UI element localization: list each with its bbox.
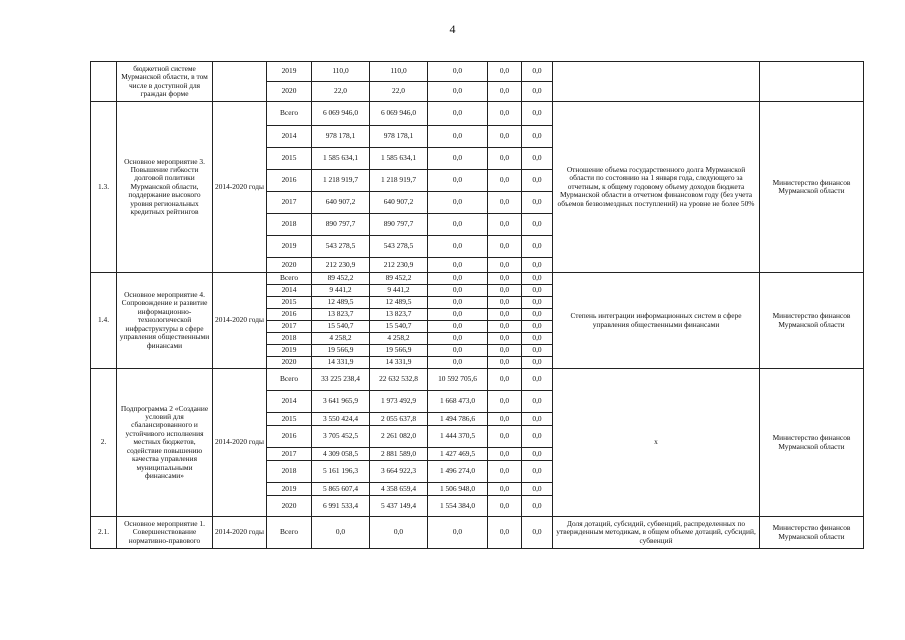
amount-cell: 9 441,2 bbox=[312, 285, 370, 297]
amount-cell: 0,0 bbox=[488, 345, 522, 357]
amount-cell: 2 881 589,0 bbox=[370, 448, 428, 461]
amount-cell: 15 540,7 bbox=[312, 321, 370, 333]
year-cell: 2016 bbox=[267, 170, 312, 192]
amount-cell: 0,0 bbox=[522, 369, 553, 391]
year-cell: 2020 bbox=[267, 82, 312, 102]
amount-cell: 6 991 533,4 bbox=[312, 496, 370, 517]
item-number-cell: 2. bbox=[91, 369, 117, 517]
amount-cell: 22 632 532,8 bbox=[370, 369, 428, 391]
amount-cell: 0,0 bbox=[522, 192, 553, 214]
amount-cell: 3 641 965,9 bbox=[312, 391, 370, 413]
year-cell: 2014 bbox=[267, 391, 312, 413]
amount-cell: 22,0 bbox=[370, 82, 428, 102]
year-cell: 2015 bbox=[267, 413, 312, 426]
amount-cell: 4 309 058,5 bbox=[312, 448, 370, 461]
amount-cell: 14 331,9 bbox=[312, 357, 370, 369]
year-cell: 2017 bbox=[267, 192, 312, 214]
amount-cell: 0,0 bbox=[488, 357, 522, 369]
year-cell: 2019 bbox=[267, 483, 312, 496]
amount-cell: 0,0 bbox=[488, 483, 522, 496]
year-cell: 2018 bbox=[267, 214, 312, 236]
amount-cell: 1 585 634,1 bbox=[312, 148, 370, 170]
amount-cell: 14 331,9 bbox=[370, 357, 428, 369]
table-row bbox=[91, 102, 864, 126]
indicator-cell: Доля дотаций, субсидий, субвенций, распределенных по утвержденным методикам, в общем объеме дотаций, субсидий, субвенций bbox=[553, 517, 760, 549]
responsible-cell bbox=[760, 62, 864, 102]
amount-cell: 0,0 bbox=[488, 496, 522, 517]
year-cell: 2018 bbox=[267, 461, 312, 483]
item-number-cell bbox=[91, 62, 117, 102]
amount-cell: 0,0 bbox=[428, 126, 488, 148]
amount-cell: 0,0 bbox=[428, 82, 488, 102]
amount-cell: 3 705 452,5 bbox=[312, 426, 370, 448]
amount-cell: 0,0 bbox=[428, 333, 488, 345]
item-number-cell: 1.3. bbox=[91, 102, 117, 273]
amount-cell: 0,0 bbox=[428, 297, 488, 309]
amount-cell: 0,0 bbox=[428, 309, 488, 321]
amount-cell: 0,0 bbox=[488, 309, 522, 321]
program-funding-table bbox=[90, 61, 864, 549]
amount-cell: 89 452,2 bbox=[370, 273, 428, 285]
amount-cell: 33 225 238,4 bbox=[312, 369, 370, 391]
amount-cell: 0,0 bbox=[488, 148, 522, 170]
item-description-cell: бюджетной системе Мурманской области, в том числе в доступной для граждан форме bbox=[117, 62, 213, 102]
responsible-cell: Министерство финансов Мурманской области bbox=[760, 273, 864, 369]
amount-cell: 640 907,2 bbox=[370, 192, 428, 214]
amount-cell: 0,0 bbox=[522, 483, 553, 496]
year-cell: 2019 bbox=[267, 345, 312, 357]
amount-cell: 0,0 bbox=[428, 214, 488, 236]
amount-cell: 0,0 bbox=[488, 391, 522, 413]
item-description-cell: Основное мероприятие 4. Сопровождение и развитие информационно-технологической инфраструктуры в сфере управления общественными финансами bbox=[117, 273, 213, 369]
indicator-cell: Отношение объема государственного долга Мурманской области по состоянию на 1 января года, следующего за отчетным, к общему годовому объему доходов бюджета Мурманской области в отчетном финансовом году (без учета объемов безвозмездных поступлений) на уровне не более 50% bbox=[553, 102, 760, 273]
item-description-cell: Подпрограмма 2 «Создание условий для сбалансированного и устойчивого исполнения местных бюджетов, содействие повышению качества управления муниципальными финансами» bbox=[117, 369, 213, 517]
amount-cell: 0,0 bbox=[488, 285, 522, 297]
amount-cell: 0,0 bbox=[428, 170, 488, 192]
amount-cell: 12 489,5 bbox=[312, 297, 370, 309]
amount-cell: 0,0 bbox=[522, 426, 553, 448]
table-row bbox=[91, 273, 864, 285]
year-cell: Всего bbox=[267, 369, 312, 391]
year-cell: 2020 bbox=[267, 496, 312, 517]
amount-cell: 22,0 bbox=[312, 82, 370, 102]
amount-cell: 0,0 bbox=[428, 192, 488, 214]
indicator-cell: Степень интеграции информационных систем в сфере управления общественными финансами bbox=[553, 273, 760, 369]
amount-cell: 0,0 bbox=[488, 413, 522, 426]
amount-cell: 0,0 bbox=[522, 448, 553, 461]
amount-cell: 890 797,7 bbox=[370, 214, 428, 236]
period-cell bbox=[213, 62, 267, 102]
year-cell: 2020 bbox=[267, 357, 312, 369]
amount-cell: 19 566,9 bbox=[370, 345, 428, 357]
amount-cell: 1 427 469,5 bbox=[428, 448, 488, 461]
year-cell: 2016 bbox=[267, 309, 312, 321]
amount-cell: 0,0 bbox=[370, 517, 428, 549]
year-cell: Всего bbox=[267, 273, 312, 285]
amount-cell: 0,0 bbox=[488, 448, 522, 461]
year-cell: 2018 bbox=[267, 333, 312, 345]
amount-cell: 0,0 bbox=[488, 82, 522, 102]
indicator-cell: х bbox=[553, 369, 760, 517]
table-row bbox=[91, 369, 864, 391]
responsible-cell: Министерство финансов Мурманской области bbox=[760, 102, 864, 273]
amount-cell: 1 585 634,1 bbox=[370, 148, 428, 170]
period-cell: 2014-2020 годы bbox=[213, 369, 267, 517]
amount-cell: 212 230,9 bbox=[312, 258, 370, 273]
year-cell: 2017 bbox=[267, 321, 312, 333]
amount-cell: 1 506 948,0 bbox=[428, 483, 488, 496]
amount-cell: 13 823,7 bbox=[370, 309, 428, 321]
amount-cell: 0,0 bbox=[522, 170, 553, 192]
amount-cell: 2 261 082,0 bbox=[370, 426, 428, 448]
amount-cell: 15 540,7 bbox=[370, 321, 428, 333]
amount-cell: 640 907,2 bbox=[312, 192, 370, 214]
amount-cell: 1 444 370,5 bbox=[428, 426, 488, 448]
amount-cell: 3 664 922,3 bbox=[370, 461, 428, 483]
amount-cell: 1 668 473,0 bbox=[428, 391, 488, 413]
amount-cell: 4 358 659,4 bbox=[370, 483, 428, 496]
amount-cell: 1 973 492,9 bbox=[370, 391, 428, 413]
amount-cell: 0,0 bbox=[428, 321, 488, 333]
amount-cell: 6 069 946,0 bbox=[312, 102, 370, 126]
amount-cell: 0,0 bbox=[488, 192, 522, 214]
year-cell: 2014 bbox=[267, 126, 312, 148]
amount-cell: 0,0 bbox=[522, 236, 553, 258]
amount-cell: 0,0 bbox=[522, 102, 553, 126]
amount-cell: 0,0 bbox=[488, 258, 522, 273]
amount-cell: 0,0 bbox=[522, 309, 553, 321]
period-cell: 2014-2020 годы bbox=[213, 517, 267, 549]
amount-cell: 0,0 bbox=[488, 369, 522, 391]
amount-cell: 0,0 bbox=[428, 273, 488, 285]
amount-cell: 13 823,7 bbox=[312, 309, 370, 321]
year-cell: Всего bbox=[267, 517, 312, 549]
amount-cell: 1 496 274,0 bbox=[428, 461, 488, 483]
amount-cell: 10 592 705,6 bbox=[428, 369, 488, 391]
amount-cell: 0,0 bbox=[428, 236, 488, 258]
year-cell: 2020 bbox=[267, 258, 312, 273]
amount-cell: 0,0 bbox=[488, 297, 522, 309]
amount-cell: 0,0 bbox=[522, 62, 553, 82]
responsible-cell: Министерство финансов Мурманской области bbox=[760, 517, 864, 549]
amount-cell: 110,0 bbox=[370, 62, 428, 82]
amount-cell: 0,0 bbox=[488, 517, 522, 549]
table-row bbox=[91, 62, 864, 82]
amount-cell: 0,0 bbox=[488, 62, 522, 82]
amount-cell: 4 258,2 bbox=[312, 333, 370, 345]
amount-cell: 0,0 bbox=[488, 170, 522, 192]
amount-cell: 0,0 bbox=[522, 321, 553, 333]
amount-cell: 0,0 bbox=[522, 391, 553, 413]
amount-cell: 0,0 bbox=[522, 413, 553, 426]
amount-cell: 0,0 bbox=[428, 258, 488, 273]
amount-cell: 0,0 bbox=[488, 102, 522, 126]
amount-cell: 1 554 384,0 bbox=[428, 496, 488, 517]
amount-cell: 3 550 424,4 bbox=[312, 413, 370, 426]
amount-cell: 1 494 786,6 bbox=[428, 413, 488, 426]
amount-cell: 0,0 bbox=[522, 285, 553, 297]
table-row bbox=[91, 517, 864, 549]
amount-cell: 0,0 bbox=[428, 62, 488, 82]
amount-cell: 0,0 bbox=[428, 148, 488, 170]
page-number: 4 bbox=[449, 22, 456, 36]
amount-cell: 0,0 bbox=[522, 297, 553, 309]
amount-cell: 212 230,9 bbox=[370, 258, 428, 273]
amount-cell: 0,0 bbox=[428, 517, 488, 549]
amount-cell: 0,0 bbox=[522, 126, 553, 148]
year-cell: Всего bbox=[267, 102, 312, 126]
amount-cell: 543 278,5 bbox=[370, 236, 428, 258]
amount-cell: 0,0 bbox=[312, 517, 370, 549]
year-cell: 2014 bbox=[267, 285, 312, 297]
amount-cell: 1 218 919,7 bbox=[312, 170, 370, 192]
amount-cell: 0,0 bbox=[522, 214, 553, 236]
amount-cell: 0,0 bbox=[522, 496, 553, 517]
amount-cell: 5 865 607,4 bbox=[312, 483, 370, 496]
period-cell: 2014-2020 годы bbox=[213, 273, 267, 369]
amount-cell: 5 161 196,3 bbox=[312, 461, 370, 483]
indicator-cell bbox=[553, 62, 760, 102]
amount-cell: 0,0 bbox=[488, 126, 522, 148]
amount-cell: 0,0 bbox=[522, 345, 553, 357]
year-cell: 2015 bbox=[267, 297, 312, 309]
amount-cell: 110,0 bbox=[312, 62, 370, 82]
amount-cell: 0,0 bbox=[428, 345, 488, 357]
amount-cell: 890 797,7 bbox=[312, 214, 370, 236]
year-cell: 2016 bbox=[267, 426, 312, 448]
year-cell: 2015 bbox=[267, 148, 312, 170]
responsible-cell: Министерство финансов Мурманской области bbox=[760, 369, 864, 517]
amount-cell: 6 069 946,0 bbox=[370, 102, 428, 126]
item-description-cell: Основное мероприятие 3. Повышение гибкости долговой политики Мурманской области, поддержание высокого уровня региональных кредитных рейтингов bbox=[117, 102, 213, 273]
amount-cell: 2 055 637,8 bbox=[370, 413, 428, 426]
amount-cell: 0,0 bbox=[522, 258, 553, 273]
item-description-cell: Основное мероприятие 1. Совершенствование нормативно-правового bbox=[117, 517, 213, 549]
amount-cell: 89 452,2 bbox=[312, 273, 370, 285]
amount-cell: 0,0 bbox=[488, 333, 522, 345]
amount-cell: 4 258,2 bbox=[370, 333, 428, 345]
amount-cell: 978 178,1 bbox=[312, 126, 370, 148]
amount-cell: 12 489,5 bbox=[370, 297, 428, 309]
amount-cell: 0,0 bbox=[522, 148, 553, 170]
amount-cell: 0,0 bbox=[488, 273, 522, 285]
year-cell: 2017 bbox=[267, 448, 312, 461]
amount-cell: 0,0 bbox=[428, 102, 488, 126]
amount-cell: 0,0 bbox=[522, 333, 553, 345]
amount-cell: 0,0 bbox=[428, 357, 488, 369]
amount-cell: 9 441,2 bbox=[370, 285, 428, 297]
amount-cell: 0,0 bbox=[522, 273, 553, 285]
year-cell: 2019 bbox=[267, 236, 312, 258]
period-cell: 2014-2020 годы bbox=[213, 102, 267, 273]
amount-cell: 0,0 bbox=[488, 236, 522, 258]
amount-cell: 0,0 bbox=[488, 214, 522, 236]
year-cell: 2019 bbox=[267, 62, 312, 82]
amount-cell: 543 278,5 bbox=[312, 236, 370, 258]
amount-cell: 1 218 919,7 bbox=[370, 170, 428, 192]
amount-cell: 19 566,9 bbox=[312, 345, 370, 357]
amount-cell: 0,0 bbox=[488, 426, 522, 448]
amount-cell: 0,0 bbox=[522, 517, 553, 549]
amount-cell: 0,0 bbox=[522, 82, 553, 102]
amount-cell: 0,0 bbox=[488, 461, 522, 483]
amount-cell: 0,0 bbox=[522, 357, 553, 369]
amount-cell: 978 178,1 bbox=[370, 126, 428, 148]
amount-cell: 0,0 bbox=[488, 321, 522, 333]
item-number-cell: 2.1. bbox=[91, 517, 117, 549]
item-number-cell: 1.4. bbox=[91, 273, 117, 369]
amount-cell: 0,0 bbox=[428, 285, 488, 297]
amount-cell: 0,0 bbox=[522, 461, 553, 483]
amount-cell: 5 437 149,4 bbox=[370, 496, 428, 517]
